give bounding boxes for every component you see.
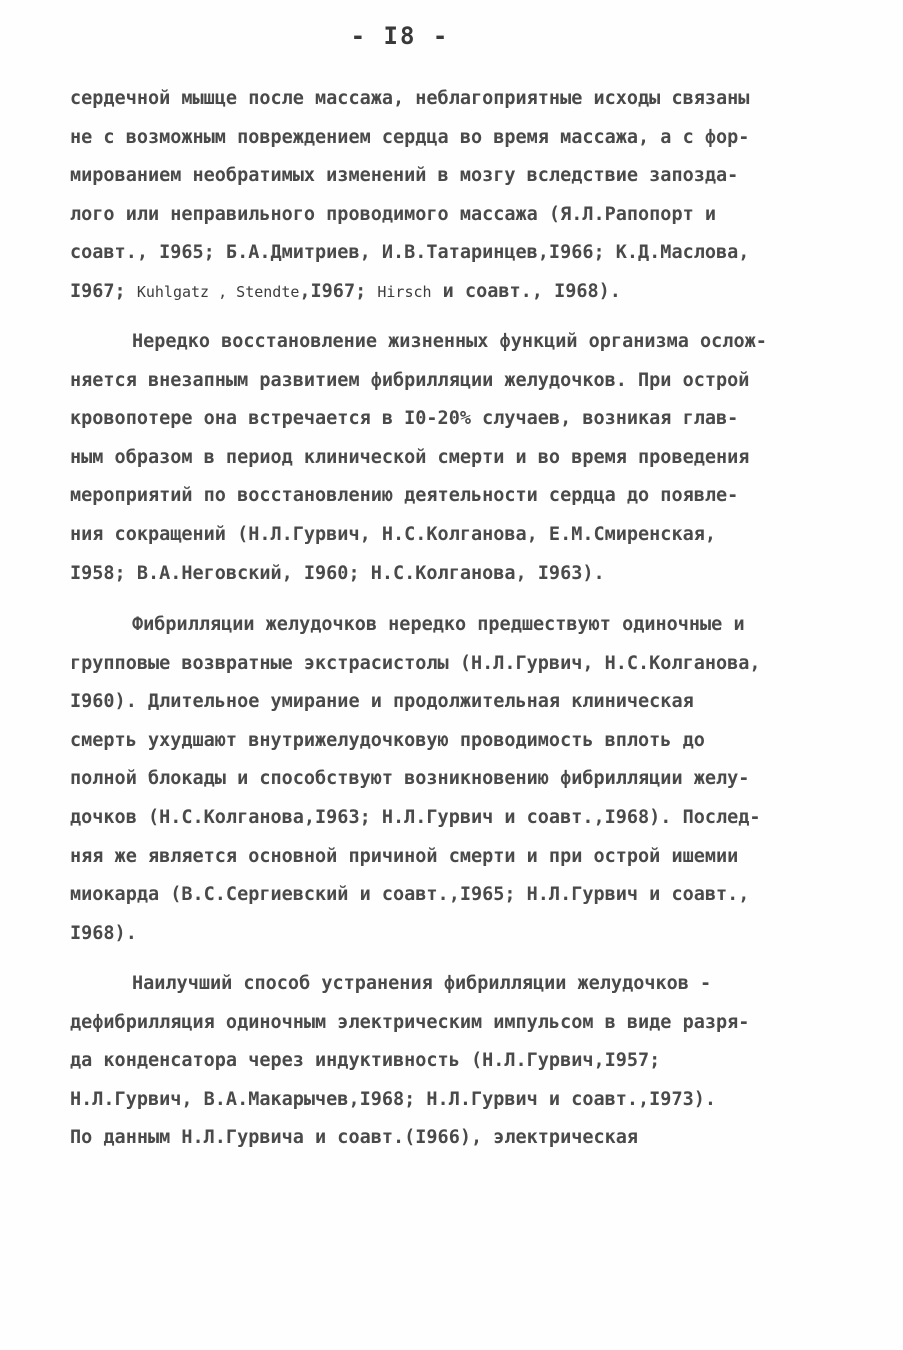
text-line: ния сокращений (Н.Л.Гурвич, Н.С.Колганова, Е.М.Смиренская, — [70, 523, 717, 545]
latin-author: Kuhlgatz — [136, 282, 210, 301]
text-line: соавт., I965; Б.А.Дмитриев, И.В.Татаринцев,I966; К.Д.Маслова, — [70, 242, 750, 264]
text-line: лого или неправильного проводимого массажа (Я.Л.Рапопорт и — [70, 203, 717, 225]
text-line: дефибрилляция одиночным электрическим импульсом в виде разря- — [70, 1011, 750, 1033]
text-line: Фибрилляции желудочков нередко предшествуют одиночные и — [132, 614, 745, 635]
paragraph-1 — [70, 80, 850, 312]
text-line: I968). — [70, 922, 137, 944]
citation-text: I967; — [70, 280, 137, 302]
latin-author: Stendte — [236, 282, 300, 301]
citation-text: и соавт., I968). — [431, 280, 621, 302]
text-line: мированием необратимых изменений в мозгу вследствие запозда- — [70, 165, 739, 187]
text-line: Наилучший способ устранения фибрилляции желудочков - — [132, 973, 712, 994]
paragraph-2 — [70, 323, 850, 593]
text-line: не с возможным повреждением сердца во время массажа, а с фор- — [70, 126, 750, 148]
text-line: смерть ухудшают внутрижелудочковую проводимость вплоть до — [70, 729, 705, 751]
text-line: I958; В.А.Неговский, I960; Н.С.Колганова, I963). — [70, 562, 605, 584]
text-line: групповые возвратные экстрасистолы (Н.Л.Гурвич, Н.С.Колганова, — [70, 652, 761, 674]
text-line: По данным Н.Л.Гурвича и соавт.(I966), электрическая — [70, 1127, 639, 1149]
text-line: миокарда (В.С.Сергиевский и соавт.,I965; Н.Л.Гурвич и соавт., — [70, 884, 750, 906]
text-line: сердечной мышце после массажа, неблагоприятные исходы связаны — [70, 88, 750, 109]
citation-separator: , — [209, 282, 237, 301]
latin-author: Hirsch — [377, 282, 432, 301]
paragraph-4 — [70, 965, 850, 1158]
text-line: ным образом в период клинической смерти и во время проведения — [70, 446, 750, 468]
text-line: кровопотере она встречается в I0-20% случаев, возникая глав- — [70, 408, 739, 430]
text-line: няя же является основной причиной смерти и при острой ишемии — [70, 845, 739, 867]
text-line-citations — [70, 273, 850, 312]
page-number: - I8 - — [350, 22, 450, 50]
text-line: Н.Л.Гурвич, В.А.Макарычев,I968; Н.Л.Гурвич и соавт.,I973). — [70, 1088, 717, 1110]
text-line: мероприятий по восстановлению деятельности сердца до появле- — [70, 485, 739, 507]
citation-text: ,I967; — [299, 280, 378, 302]
text-line: да конденсатора через индуктивность (Н.Л.Гурвич,I957; — [70, 1050, 661, 1072]
text-line: няется внезапным развитием фибрилляции желудочков. При острой — [70, 369, 750, 391]
text-line: дочков (Н.С.Колганова,I963; Н.Л.Гурвич и соавт.,I968). Послед- — [70, 806, 761, 828]
text-line: полной блокады и способствуют возникновению фибрилляции желу- — [70, 768, 750, 790]
paragraph-3 — [70, 606, 850, 953]
text-line: I960). Длительное умирание и продолжительная клиническая — [70, 691, 694, 713]
text-line: Нередко восстановление жизненных функций организма ослож- — [132, 331, 767, 352]
